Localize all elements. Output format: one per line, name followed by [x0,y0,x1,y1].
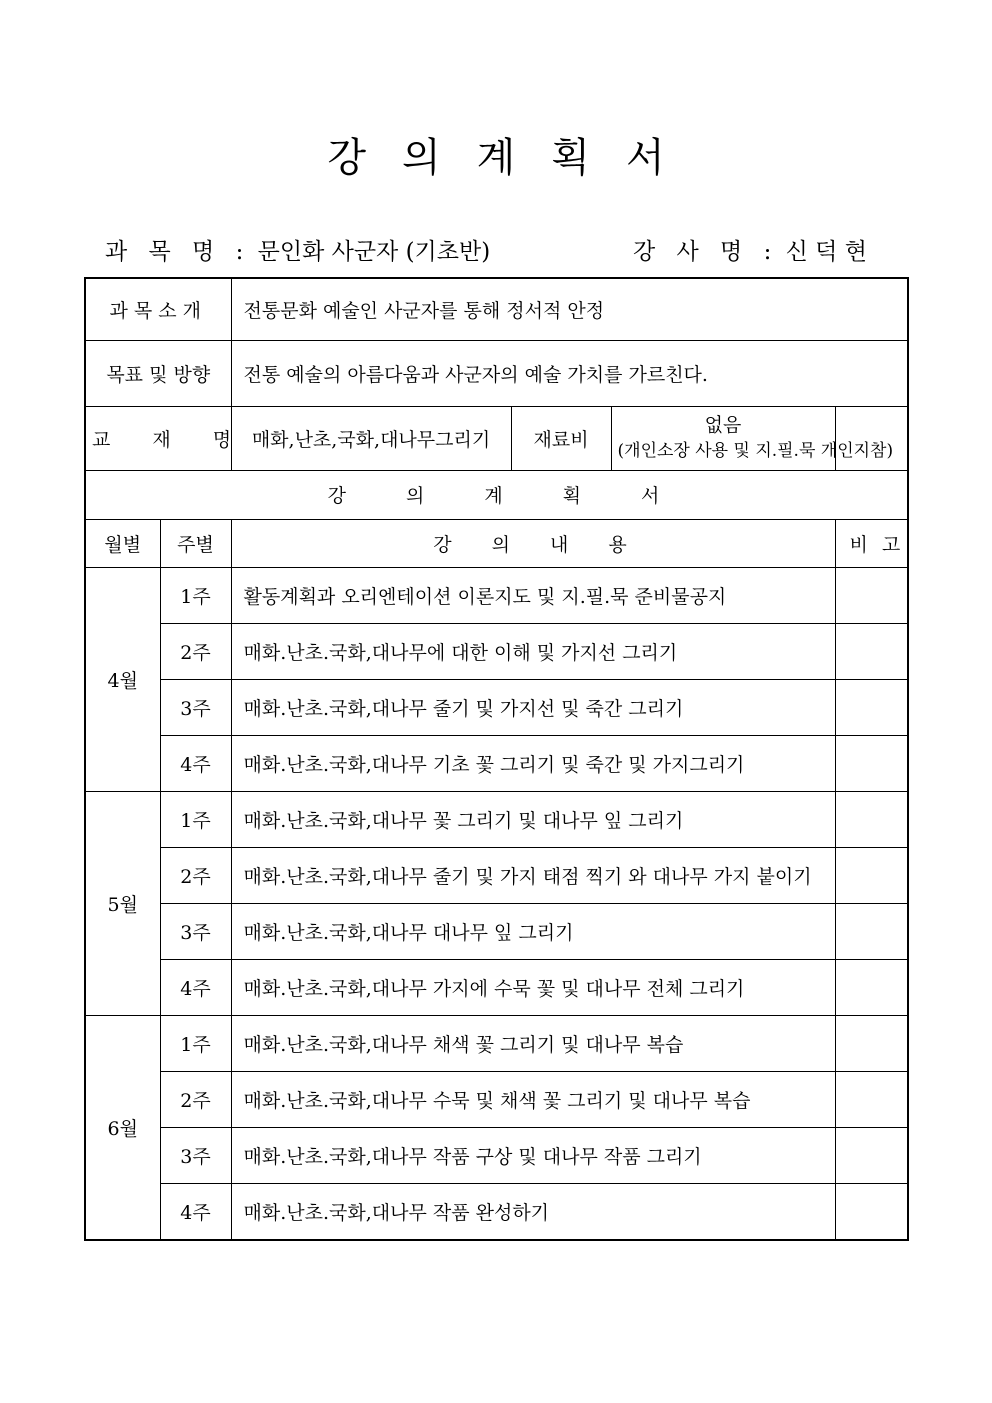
note-cell [835,1128,908,1184]
plan-header-row [85,519,908,567]
note-cell [835,1072,908,1128]
fee-label: 재료비 [511,406,611,470]
content-header: 강의내용 [231,519,835,567]
lecture-content-cell: 매화.난초.국화,대나무 꽃 그리기 및 대나무 잎 그리기 [231,791,835,847]
schedule-row [85,679,908,735]
week-cell: 1주 [160,1016,231,1072]
fee-cell [611,406,894,470]
document-title: 강의계획서 [327,135,701,181]
week-cell: 4주 [160,960,231,1016]
lecture-content-cell: 매화.난초.국화,대나무 가지에 수묵 꽃 및 대나무 전체 그리기 [231,960,835,1016]
week-cell: 1주 [160,567,231,623]
note-cell [835,679,908,735]
intro-value: 전통문화 예술인 사군자를 통해 정서적 안정 [231,278,908,340]
course-name-label: 과 목 명 : [105,239,251,265]
course-name-value: 문인화 사군자 (기초반) [257,239,491,265]
lecture-content-cell: 매화.난초.국화,대나무 줄기 및 가지 태점 찍기 와 대나무 가지 붙이기 [231,848,835,904]
week-cell: 4주 [160,735,231,791]
note-cell [835,735,908,791]
week-cell: 4주 [160,1184,231,1240]
schedule-row [85,904,908,960]
schedule-row [85,791,908,847]
schedule-row [85,960,908,1016]
note-header: 비고 [835,519,908,567]
schedule-row [85,1072,908,1128]
plan-section-row [85,470,908,519]
lecture-content-cell: 매화.난초.국화,대나무 대나무 잎 그리기 [231,904,835,960]
teacher-name-line [633,232,867,272]
textbook-label: 교 재 명 [85,406,231,470]
schedule-row [85,623,908,679]
week-cell: 2주 [160,623,231,679]
plan-section-title: 강의계획서 [85,470,908,519]
week-cell: 3주 [160,679,231,735]
lecture-content-cell: 매화.난초.국화,대나무 줄기 및 가지선 및 죽간 그리기 [231,679,835,735]
textbook-value: 매화,난초,국화,대나무그리기 [231,406,511,470]
week-cell: 1주 [160,791,231,847]
fee-note: (개인소장 사용 및 지.필.묵 개인지참) [617,441,894,462]
note-cell [835,960,908,1016]
lecture-content-cell: 매화.난초.국화,대나무 채색 꽃 그리기 및 대나무 복습 [231,1016,835,1072]
lecture-content-cell: 매화.난초.국화,대나무에 대한 이해 및 가지선 그리기 [231,623,835,679]
schedule-row [85,567,908,623]
note-cell [835,848,908,904]
note-cell [835,791,908,847]
goal-label: 목표 및 방향 [85,340,231,406]
note-cell [835,904,908,960]
textbook-row [85,406,908,470]
week-header: 주별 [160,519,231,567]
lecture-content-cell: 매화.난초.국화,대나무 작품 완성하기 [231,1184,835,1240]
schedule-row [85,848,908,904]
lecture-content-cell: 활동계획과 오리엔테이션 이론지도 및 지.필.묵 준비물공지 [231,567,835,623]
note-cell [835,567,908,623]
schedule-row [85,1016,908,1072]
month-cell: 5월 [85,791,160,1015]
intro-row [85,278,908,340]
month-header: 월별 [85,519,160,567]
month-cell: 4월 [85,567,160,791]
week-cell: 3주 [160,904,231,960]
schedule-row [85,735,908,791]
teacher-name-value: 신 덕 현 [785,239,867,265]
goal-row [85,340,908,406]
week-cell: 2주 [160,1072,231,1128]
intro-label: 과목소개 [85,278,231,340]
goal-value: 전통 예술의 아름다움과 사군자의 예술 가치를 가르친다. [231,340,908,406]
schedule-row [85,1184,908,1240]
lecture-plan-table [84,277,915,1241]
teacher-name-label: 강 사 명 : [633,239,779,265]
course-name-line [105,232,490,272]
lecture-content-cell: 매화.난초.국화,대나무 수묵 및 채색 꽃 그리기 및 대나무 복습 [231,1072,835,1128]
fee-value: 없음 [704,414,742,437]
lecture-content-cell: 매화.난초.국화,대나무 기초 꽃 그리기 및 죽간 및 가지그리기 [231,735,835,791]
week-cell: 3주 [160,1128,231,1184]
note-cell [835,1016,908,1072]
note-cell [835,623,908,679]
schedule-row [85,1128,908,1184]
month-cell: 6월 [85,1016,160,1240]
note-cell [835,1184,908,1240]
lecture-content-cell: 매화.난초.국화,대나무 작품 구상 및 대나무 작품 그리기 [231,1128,835,1184]
week-cell: 2주 [160,848,231,904]
